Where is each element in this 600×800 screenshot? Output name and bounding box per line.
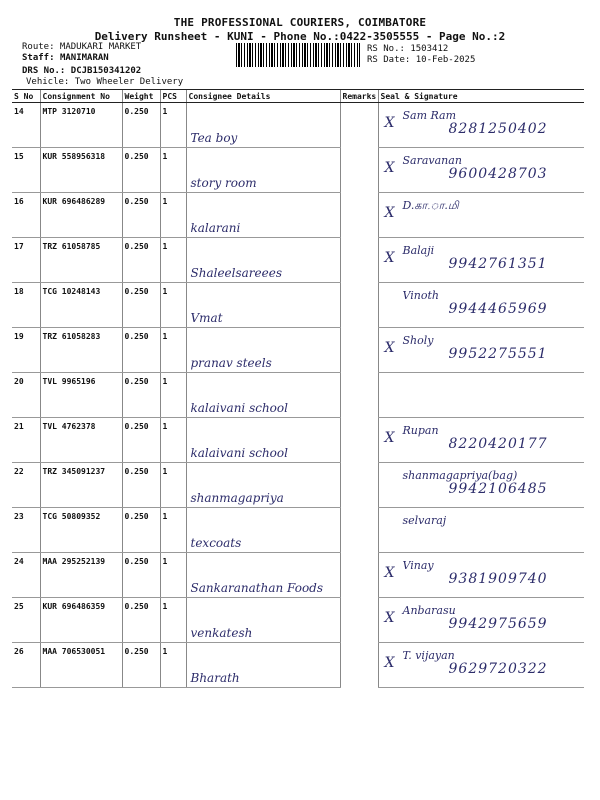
table-row — [12, 148, 584, 193]
signature-name: D.கா.ா.மி — [402, 199, 459, 212]
row-seal-signature — [378, 193, 584, 238]
signature-mark: X — [384, 655, 395, 671]
vehicle-label: Vehicle: Two Wheeler Delivery — [26, 77, 184, 87]
row-pcs: 1 — [160, 283, 186, 328]
row-consignee: kalaivani school — [186, 373, 340, 418]
row-remarks — [340, 553, 378, 598]
row-consignee: kalaivani school — [186, 418, 340, 463]
row-sno: 14 — [12, 103, 40, 148]
row-consignment: TVL 4762378 — [40, 418, 122, 463]
table-row — [12, 418, 584, 463]
row-consignment: MAA 706530051 — [40, 643, 122, 688]
signature-mark: X — [384, 430, 395, 446]
table-row — [12, 193, 584, 238]
row-remarks — [340, 148, 378, 193]
table-row — [12, 373, 584, 418]
row-weight: 0.250 — [122, 373, 160, 418]
signature-phone: 9944465969 — [448, 301, 548, 317]
row-pcs: 1 — [160, 508, 186, 553]
row-weight: 0.250 — [122, 598, 160, 643]
row-consignment: TRZ 345091237 — [40, 463, 122, 508]
row-remarks — [340, 238, 378, 283]
drs-value: DCJB150341202 — [70, 66, 142, 76]
signature-phone: 9942106485 — [448, 481, 548, 497]
row-weight: 0.250 — [122, 508, 160, 553]
row-weight: 0.250 — [122, 328, 160, 373]
runsheet-subtitle: Delivery Runsheet - KUNI - Phone No.:0422-3505555 - Page No.:2 — [94, 30, 506, 43]
signature-phone: 9952275551 — [448, 346, 548, 362]
company-title: THE PROFESSIONAL COURIERS, COIMBATORE — [173, 16, 427, 29]
row-sno: 25 — [12, 598, 40, 643]
table-row — [12, 598, 584, 643]
row-consignment: KUR 558956318 — [40, 148, 122, 193]
row-seal-signature — [378, 643, 584, 688]
row-seal-signature — [378, 508, 584, 553]
row-weight: 0.250 — [122, 193, 160, 238]
row-pcs: 1 — [160, 328, 186, 373]
signature-name: Vinay — [402, 559, 434, 572]
row-consignee: kalarani — [186, 193, 340, 238]
row-remarks — [340, 643, 378, 688]
rs-number: RS No.: 1503412 — [367, 44, 449, 54]
row-consignment: KUR 696486359 — [40, 598, 122, 643]
row-pcs: 1 — [160, 553, 186, 598]
signature-mark: X — [384, 250, 395, 266]
row-weight: 0.250 — [122, 553, 160, 598]
table-row — [12, 238, 584, 283]
row-consignment: TRZ 61058283 — [40, 328, 122, 373]
signature-name: Sam Ram — [402, 109, 457, 122]
row-consignee: Tea boy — [186, 103, 340, 148]
table-row — [12, 103, 584, 148]
row-consignment: TRZ 61058785 — [40, 238, 122, 283]
row-weight: 0.250 — [122, 418, 160, 463]
signature-mark: X — [384, 610, 395, 626]
signature-phone: 9629720322 — [448, 661, 548, 677]
row-remarks — [340, 193, 378, 238]
signature-phone: 9942761351 — [448, 256, 548, 272]
rs-date: RS Date: 10-Feb-2025 — [367, 55, 476, 65]
row-sno: 24 — [12, 553, 40, 598]
row-seal-signature — [378, 373, 584, 418]
row-remarks — [340, 283, 378, 328]
signature-name: Anbarasu — [402, 604, 456, 617]
signature-name: selvaraj — [402, 514, 447, 527]
row-pcs: 1 — [160, 238, 186, 283]
col-consignee: Consignee Details — [186, 90, 340, 103]
row-remarks — [340, 418, 378, 463]
row-remarks — [340, 373, 378, 418]
staff-value: MANIMARAN — [59, 53, 109, 63]
row-consignment: MTP 3120710 — [40, 103, 122, 148]
table-row — [12, 508, 584, 553]
row-sno: 16 — [12, 193, 40, 238]
row-weight: 0.250 — [122, 463, 160, 508]
row-remarks — [340, 463, 378, 508]
col-seal-signature: Seal & Signature — [378, 90, 584, 103]
signature-name: shanmagapriya(bag) — [402, 469, 518, 482]
row-consignment: KUR 696486289 — [40, 193, 122, 238]
signature-name: Sholy — [402, 334, 434, 347]
row-sno: 17 — [12, 238, 40, 283]
row-pcs: 1 — [160, 148, 186, 193]
signature-mark: X — [384, 115, 395, 131]
signature-name: T. vijayan — [402, 649, 455, 662]
staff-line — [22, 53, 109, 63]
runsheet-table — [12, 89, 584, 688]
table-row — [12, 643, 584, 688]
table-row — [12, 283, 584, 328]
row-consignee: pranav steels — [186, 328, 340, 373]
row-consignee: Shaleelsareees — [186, 238, 340, 283]
row-pcs: 1 — [160, 643, 186, 688]
row-remarks — [340, 598, 378, 643]
row-remarks — [340, 328, 378, 373]
signature-mark: X — [384, 160, 395, 176]
row-sno: 20 — [12, 373, 40, 418]
row-consignee: shanmagapriya — [186, 463, 340, 508]
signature-phone: 9942975659 — [448, 616, 548, 632]
table-row — [12, 553, 584, 598]
row-weight: 0.250 — [122, 643, 160, 688]
signature-name: Rupan — [402, 424, 439, 437]
signature-mark: X — [384, 565, 395, 581]
signature-phone: 9381909740 — [448, 571, 548, 587]
signature-name: Saravanan — [402, 154, 462, 167]
row-consignee: story room — [186, 148, 340, 193]
row-sno: 19 — [12, 328, 40, 373]
row-sno: 21 — [12, 418, 40, 463]
row-consignment: TVL 9965196 — [40, 373, 122, 418]
row-seal-signature — [378, 103, 584, 148]
table-row — [12, 328, 584, 373]
row-consignee: venkatesh — [186, 598, 340, 643]
drs-line — [22, 66, 141, 76]
signature-phone: 9600428703 — [448, 166, 548, 182]
row-seal-signature — [378, 553, 584, 598]
row-weight: 0.250 — [122, 103, 160, 148]
row-seal-signature — [378, 148, 584, 193]
row-pcs: 1 — [160, 373, 186, 418]
col-remarks: Remarks — [340, 90, 378, 103]
row-consignee: Vmat — [186, 283, 340, 328]
row-seal-signature — [378, 238, 584, 283]
row-weight: 0.250 — [122, 283, 160, 328]
row-sno: 15 — [12, 148, 40, 193]
row-pcs: 1 — [160, 193, 186, 238]
row-weight: 0.250 — [122, 238, 160, 283]
row-pcs: 1 — [160, 598, 186, 643]
row-weight: 0.250 — [122, 148, 160, 193]
barcode — [236, 43, 360, 67]
row-pcs: 1 — [160, 103, 186, 148]
row-pcs: 1 — [160, 463, 186, 508]
row-seal-signature — [378, 328, 584, 373]
table-row — [12, 463, 584, 508]
col-sno: S No — [12, 90, 40, 103]
col-pcs: PCS — [160, 90, 186, 103]
row-sno: 18 — [12, 283, 40, 328]
drs-label: DRS No.: — [22, 66, 66, 76]
signature-mark: X — [384, 340, 395, 356]
signature-phone: 8220420177 — [448, 436, 548, 452]
row-seal-signature — [378, 463, 584, 508]
staff-label: Staff: — [22, 53, 55, 63]
row-seal-signature — [378, 598, 584, 643]
row-sno: 26 — [12, 643, 40, 688]
row-consignment: MAA 295252139 — [40, 553, 122, 598]
row-seal-signature — [378, 283, 584, 328]
col-weight: Weight — [122, 90, 160, 103]
row-sno: 22 — [12, 463, 40, 508]
signature-name: Balaji — [402, 244, 435, 257]
table-header-row — [12, 90, 584, 103]
row-seal-signature — [378, 418, 584, 463]
row-remarks — [340, 508, 378, 553]
row-pcs: 1 — [160, 418, 186, 463]
row-consignment: TCG 50809352 — [40, 508, 122, 553]
signature-name: Vinoth — [402, 289, 439, 302]
route-label: Route: MADUKARI MARKET — [22, 42, 142, 52]
signature-mark: X — [384, 205, 395, 221]
signature-phone: 8281250402 — [448, 121, 548, 137]
row-sno: 23 — [12, 508, 40, 553]
row-consignee: texcoats — [186, 508, 340, 553]
row-remarks — [340, 103, 378, 148]
col-consignment: Consignment No — [40, 90, 122, 103]
row-consignee: Bharath — [186, 643, 340, 688]
row-consignee: Sankaranathan Foods — [186, 553, 340, 598]
row-consignment: TCG 10248143 — [40, 283, 122, 328]
